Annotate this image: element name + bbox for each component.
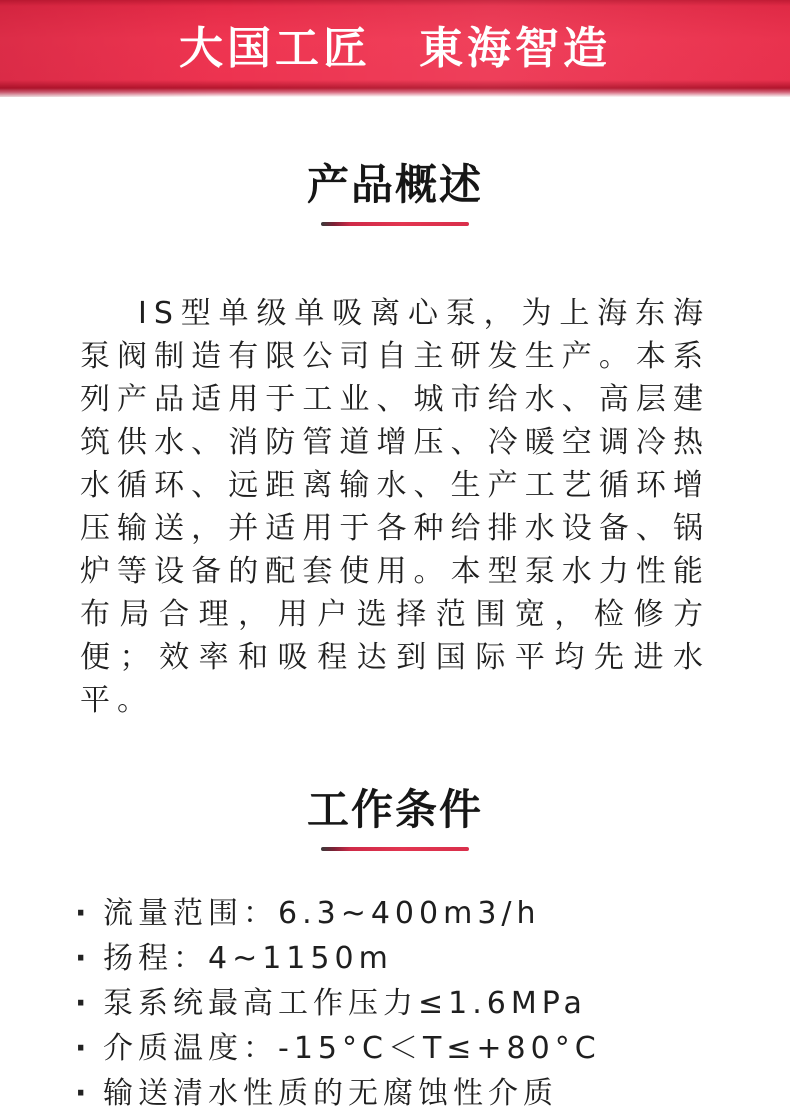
bullet-dot-icon: · <box>75 941 92 976</box>
condition-head-range: 扬程：4~1150m <box>103 941 393 976</box>
list-item <box>75 981 715 1026</box>
title-underline-accent <box>321 222 469 226</box>
condition-medium-temperature: 介质温度：-15°C＜T≤+80°C <box>103 1031 601 1066</box>
list-item <box>75 1026 715 1071</box>
bullet-dot-icon: · <box>75 986 92 1021</box>
banner-title: 大国工匠 東海智造 <box>179 22 611 74</box>
list-item <box>75 1071 715 1116</box>
bullet-dot-icon: · <box>75 1076 92 1111</box>
conditions-section-title: 工作条件 <box>306 785 483 834</box>
title-underline-accent <box>321 847 469 851</box>
section-working-conditions <box>0 785 790 1116</box>
list-item <box>75 936 715 981</box>
bullet-dot-icon: · <box>75 896 92 931</box>
condition-flow-range: 流量范围：6.3~400m3/h <box>103 896 541 931</box>
bullet-dot-icon: · <box>75 1031 92 1066</box>
brand-banner <box>0 0 790 97</box>
overview-paragraph: IS型单级单吸离心泵，为上海东海泵阀制造有限公司自主研发生产。本系列产品适用于工业、城市给水、高层建筑供水、消防管道增压、冷暖空调冷热水循环、远距离输水、生产工艺循环增压输送，并适用于各种给排水设备、锅炉等设备的配套使用。本型泵水力性能布局合理，用户选择范围宽，检修方便；效率和吸程达到国际平均先进水平。 <box>80 296 710 718</box>
condition-max-pressure: 泵系统最高工作压力≤1.6MPa <box>103 986 587 1021</box>
section-product-overview <box>0 160 790 722</box>
conditions-list <box>75 891 715 1116</box>
list-item <box>75 891 715 936</box>
condition-medium-type: 输送清水性质的无腐蚀性介质 <box>103 1076 558 1111</box>
overview-section-title: 产品概述 <box>306 160 483 209</box>
